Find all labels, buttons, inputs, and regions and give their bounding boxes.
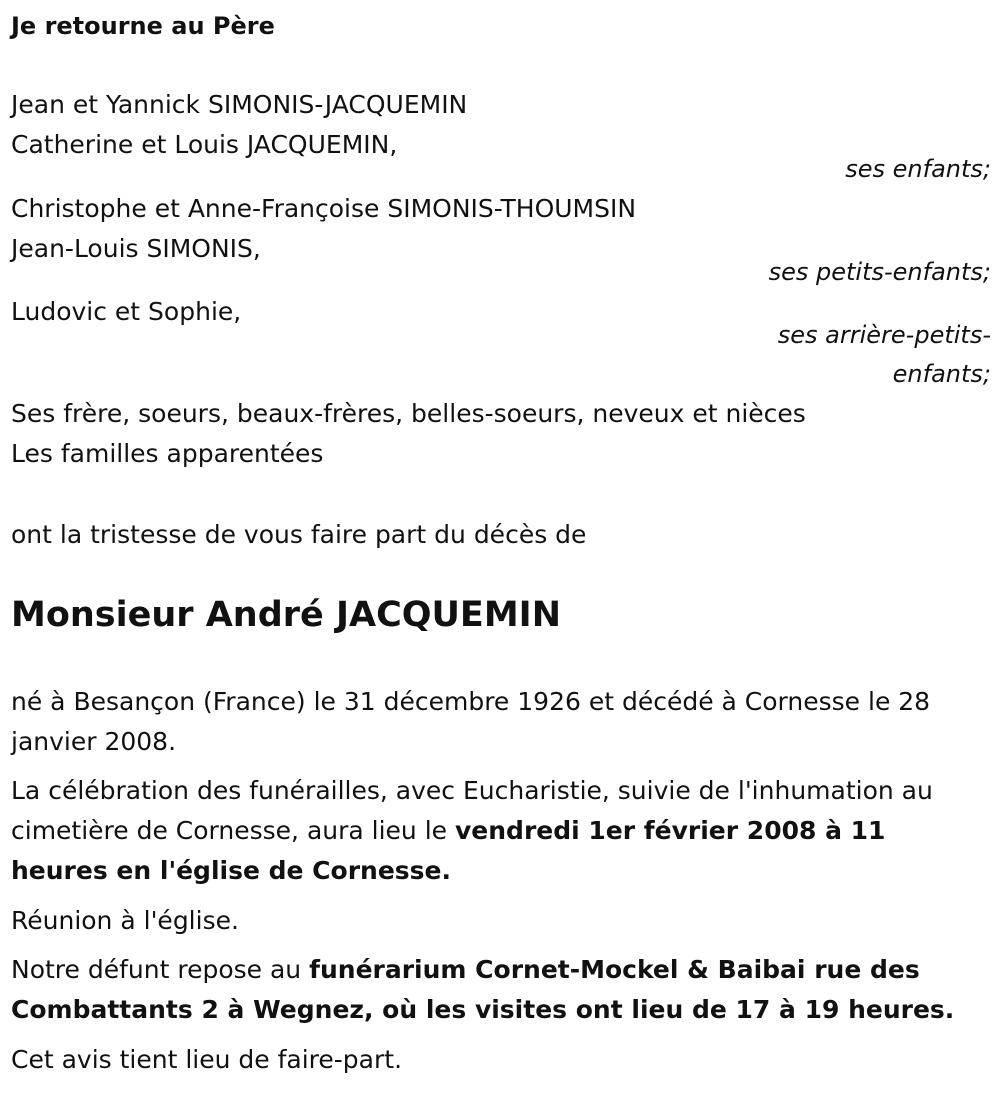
announcement-text: ont la tristesse de vous faire part du décès de bbox=[11, 520, 587, 549]
funeral-text: La célébration des funérailles, avec Eucharistie, suivie de l'inhumation au cimetière de Cornesse, aura lieu le bbox=[11, 776, 933, 845]
closing-paragraph: Cet avis tient lieu de faire-part. bbox=[11, 1045, 403, 1074]
relatives-line-2: Les familles apparentées bbox=[11, 439, 324, 468]
grandchildren-line-2: Jean-Louis SIMONIS, bbox=[11, 234, 261, 263]
grandchildren-role: ses petits-enfants; bbox=[768, 258, 991, 286]
great-grandchildren-line-1: Ludovic et Sophie, bbox=[11, 297, 242, 326]
resting-paragraph bbox=[11, 950, 986, 1030]
notice-heading: Je retourne au Père bbox=[11, 12, 275, 40]
children-line-1: Jean et Yannick SIMONIS-JACQUEMIN bbox=[11, 90, 468, 119]
birth-death-paragraph: né à Besançon (France) le 31 décembre 1926 et décédé à Cornesse le 28 janvier 2008. bbox=[11, 687, 931, 756]
resting-text: Notre défunt repose au bbox=[11, 955, 310, 984]
meeting-paragraph: Réunion à l'église. bbox=[11, 906, 239, 935]
resting-location: funérarium Cornet-Mockel & Baibai rue des Combattants 2 à Wegnez, où les visites ont lieu de 17 à 19 heures. bbox=[11, 955, 955, 1024]
grandchildren-line-1: Christophe et Anne-Françoise SIMONIS-THOUMSIN bbox=[11, 194, 637, 223]
children-line-2: Catherine et Louis JACQUEMIN, bbox=[11, 130, 398, 159]
children-role: ses enfants; bbox=[845, 155, 991, 183]
great-grandchildren-role: ses arrière-petits-enfants; bbox=[777, 321, 991, 388]
funeral-date-place: vendredi 1er février 2008 à 11 heures en l'église de Cornesse. bbox=[11, 816, 886, 885]
funeral-paragraph bbox=[11, 771, 986, 891]
relatives-line-1: Ses frère, soeurs, beaux-frères, belles-soeurs, neveux et nièces bbox=[11, 399, 806, 428]
deceased-name: Monsieur André JACQUEMIN bbox=[11, 595, 561, 635]
